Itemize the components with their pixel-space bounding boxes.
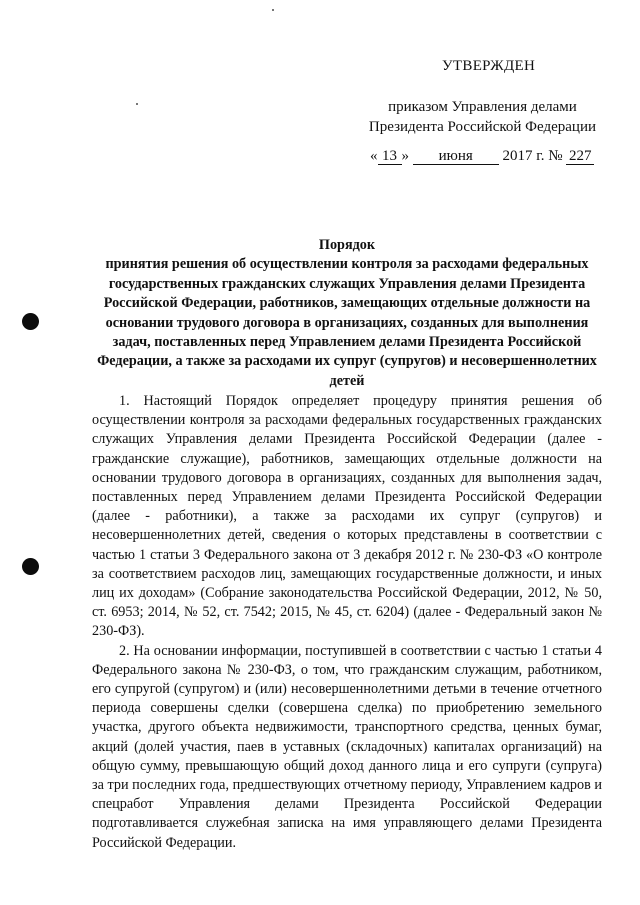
order-date-line (370, 148, 594, 165)
order-line-1: приказом Управления делами (388, 99, 577, 115)
scan-speck (272, 9, 274, 11)
punch-hole-bottom (22, 558, 39, 575)
title-text: принятия решения об осуществлении контроля за расходами федеральных государственных гражданских служащих Управления делами Президента Российской Федерации, работников, замещающих отдельные должности на основании трудового договора в организациях, созданных для выполнения задач, поставленных перед Управлением делами Президента Российской Федерации, а также за расходами их супруг (супругов) и несовершеннолетних детей (97, 256, 597, 389)
quote-open: « (370, 148, 378, 164)
document-title (92, 236, 602, 391)
quote-close: » (401, 148, 409, 164)
approved-stamp: УТВЕРЖДЕН (442, 58, 536, 74)
document-body (92, 392, 602, 853)
paragraph-1: 1. Настоящий Порядок определяет процедуру принятия решения об осуществлении контроля за расходами федеральных государственных гражданских служащих Управления делами Президента Российской Федерации (далее - гражданские служащие), работников, замещающих отдельные должности на основании трудового договора в организациях, созданных для выполнения задач, поставленных перед Управлением делами Президента Российской Федерации (далее - работники), а также за расходами их супруг (супругов) и несовершеннолетних детей, сведения о которых представлены в соответствии с частью 1 статьи 3 Федерального закона от 3 декабря 2012 г. № 230-ФЗ «О контроле за соответствием расходов лиц, замещающих государственные должности, и иных лиц их доходам» (Собрание законодательства Российской Федерации, 2012, № 50, ст. 6953; 2014, № 52, ст. 7542; 2015, № 45, ст. 6204) (далее - Федеральный закон № 230-ФЗ). (92, 393, 602, 640)
date-day: 13 (378, 149, 402, 165)
date-year: 2017 г. № (502, 148, 563, 164)
punch-hole-top (22, 313, 39, 330)
title-heading: Порядок (318, 237, 376, 253)
paragraph-2: 2. На основании информации, поступившей в соответствии с частью 1 статьи 4 Федерального закона № 230-ФЗ, о том, что гражданским служащим, работником, его супругой (супругом) и (или) несовершеннолетними детьми в течение отчетного периода совершены сделки (совершена сделка) по приобретению земельного участка, другого объекта недвижимости, транспортного средства, ценных бумаг, акций (долей участия, паев в уставных (складочных) капиталах организаций) на общую сумму, превышающую общий доход данного лица и его супруги (супруга) за три последних года, предшествующих отчетному периоду, Управлением кадров и спецработ Управления делами Президента Российской Федерации подготавливается служебная записка на имя управляющего делами Президента Российской Федерации. (92, 642, 602, 851)
scan-speck (136, 103, 138, 105)
date-month: июня (413, 149, 499, 165)
order-line-2: Президента Российской Федерации (368, 119, 596, 135)
order-number: 227 (566, 149, 594, 165)
order-reference (369, 97, 596, 137)
